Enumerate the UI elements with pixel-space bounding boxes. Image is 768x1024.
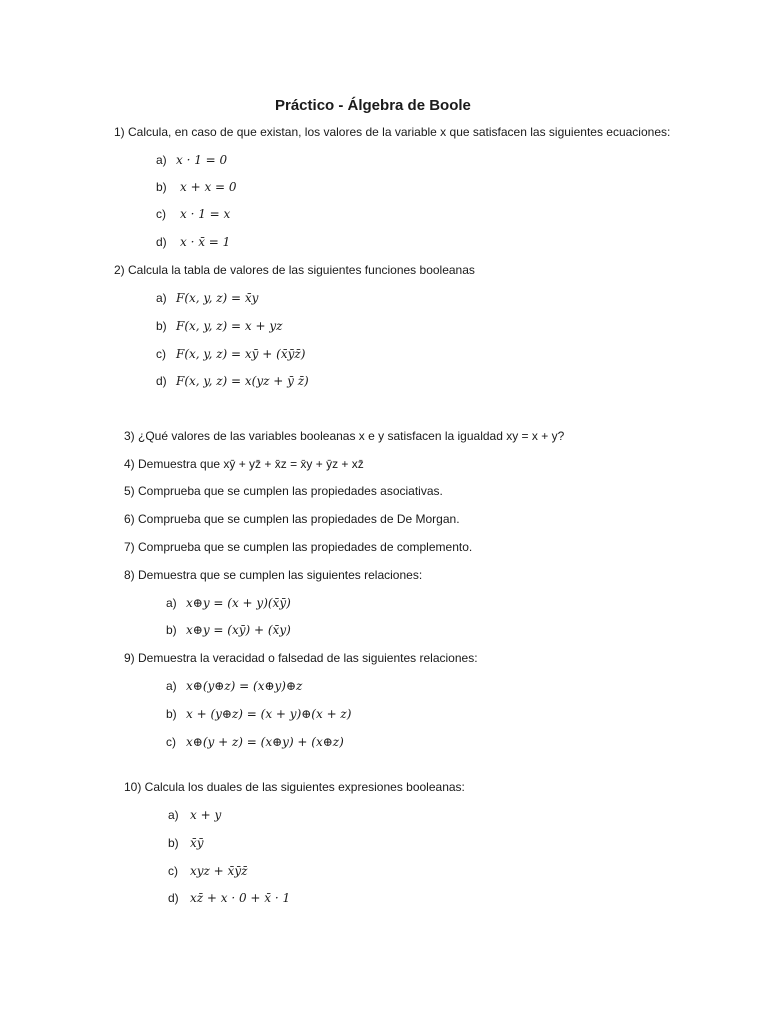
q1-label-a: a) [156,153,167,167]
q2-label-d: d) [156,374,167,388]
question-3: 3) ¿Qué valores de las variables booleanas x e y satisfacen la igualdad xy = x + y? [124,429,565,443]
q8-label-b: b) [166,623,177,637]
q10-expr-c: xyz + x̄ȳz̄ [190,864,248,878]
q1-label-b: b) [156,180,167,194]
page-title: Práctico - Álgebra de Boole [275,97,471,114]
q9-label-c: c) [166,735,176,749]
question-2: 2) Calcula la tabla de valores de las siguientes funciones booleanas [114,263,475,277]
q1-expr-a: x · 1 = 0 [176,153,228,167]
q10-label-d: d) [168,891,179,905]
q2-expr-c: F(x, y, z) = xȳ + (x̄ȳz̄) [176,347,306,361]
q2-expr-a: F(x, y, z) = x̄y [176,291,259,305]
q2-label-c: c) [156,347,166,361]
question-9: 9) Demuestra la veracidad o falsedad de las siguientes relaciones: [124,651,478,665]
q10-label-a: a) [168,808,179,822]
q1-expr-c: x · 1 = x [180,207,231,221]
q8-label-a: a) [166,596,177,610]
q10-expr-a: x + y [190,808,222,822]
q1-label-c: c) [156,207,166,221]
q9-label-b: b) [166,707,177,721]
q2-expr-d: F(x, y, z) = x(yz + ȳ z̄) [176,374,309,388]
q1-expr-d: x · x̄ = 1 [180,235,231,249]
q8-expr-b: x⊕y = (xȳ) + (x̄y) [186,623,291,637]
question-8: 8) Demuestra que se cumplen las siguientes relaciones: [124,568,423,582]
q9-label-a: a) [166,679,177,693]
question-7: 7) Comprueba que se cumplen las propiedades de complemento. [124,540,473,554]
q9-expr-b: x + (y⊕z) = (x + y)⊕(x + z) [186,707,352,721]
q9-expr-a: x⊕(y⊕z) = (x⊕y)⊕z [186,679,303,693]
question-4: 4) Demuestra que xȳ + yz̄ + x̄z = x̄y + ȳz + xz̄ [124,457,364,471]
question-5: 5) Comprueba que se cumplen las propiedades asociativas. [124,484,443,498]
q10-label-b: b) [168,836,179,850]
q10-label-c: c) [168,864,178,878]
q1-expr-b: x + x = 0 [180,180,237,194]
q10-expr-d: xz̄ + x · 0 + x̄ · 1 [190,891,291,905]
question-10: 10) Calcula los duales de las siguientes expresiones booleanas: [124,780,465,794]
q9-expr-c: x⊕(y + z) = (x⊕y) + (x⊕z) [186,735,344,749]
q1-label-d: d) [156,235,167,249]
q8-expr-a: x⊕y = (x + y)(x̄ȳ) [186,596,291,610]
q10-expr-b: x̄ȳ [190,836,204,850]
q2-expr-b: F(x, y, z) = x + yz [176,319,283,333]
question-6: 6) Comprueba que se cumplen las propiedades de De Morgan. [124,512,460,526]
q2-label-b: b) [156,319,167,333]
q2-label-a: a) [156,291,167,305]
question-1: 1) Calcula, en caso de que existan, los valores de la variable x que satisfacen las siguientes ecuaciones: [114,125,671,139]
